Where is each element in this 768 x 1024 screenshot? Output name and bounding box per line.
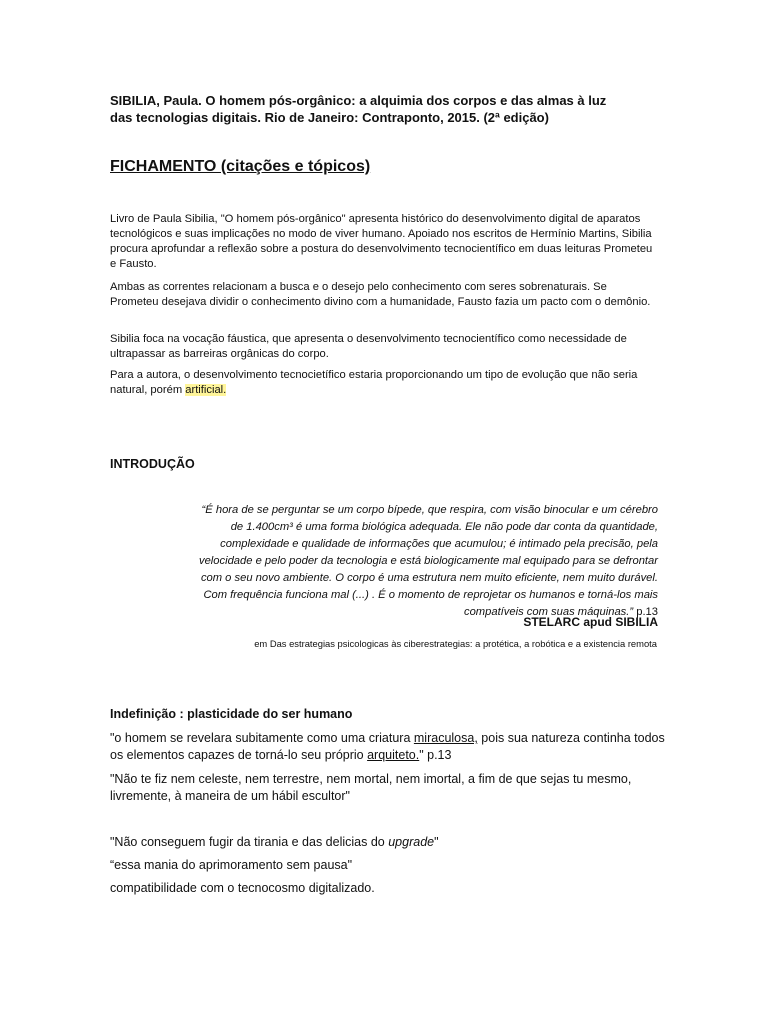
- quote-source: em Das estrategias psicologicas às ciberestrategias: a protética, a robótica e a existencia remota: [254, 638, 657, 649]
- quote-text: “É hora de se perguntar se um corpo bípede, que respira, com visão binocular e um cérebro de 1.400cm³ é uma forma biológica adequada. Ele não pode dar conta da quantidade, complexidade e qualidade de informações que acumulou; é intimado pela precisão, pela velocidade e pelo poder da tecnologia e está biologicamente mal equipado para se defrontar com o seu novo ambiente. O corpo é uma estrutura nem muito eficiente, nem muito durável. Com frequência funciona mal (...) . É o momento de reprojetar os humanos e torná-los mais compatíveis com suas máquinas.”: [198, 504, 658, 618]
- q3-part-a: "Não conseguem fugir da tirania e das delicias do: [110, 835, 389, 849]
- italic-upgrade: upgrade: [388, 835, 435, 849]
- summary-paragraph-4: [110, 368, 656, 398]
- q1-part-b: pois sua natureza continha todos os elementos capazes de torná-lo seu próprio: [110, 731, 665, 762]
- quote-upgrade: [110, 834, 670, 851]
- summary-paragraph-2: Ambas as correntes relacionam a busca e o desejo pelo conhecimento com seres sobrenaturais. Se Prometeu desejava dividir o conhecimento divino com a humanidade, Fausto fazia um pacto com o demônio.: [110, 281, 651, 308]
- summary-paragraph-1: Livro de Paula Sibilia, "O homem pós-orgânico" apresenta histórico do desenvolvimento digital de aparatos tecnológicos e suas implicações no modo de viver humano. Apoiado nos escritos de Hermínio Martins, Sibilia procura aprofundar a reflexão sobre a postura do desenvolvimento tecnocientífico em duas leituras Prometeu e Fausto.: [110, 213, 653, 270]
- quote-aprimoramento: “essa mania do aprimoramento sem pausa": [110, 858, 353, 872]
- underlined-miraculosa: miraculosa,: [413, 731, 478, 745]
- indefinicao-heading: Indefinição : plasticidade do ser humano: [110, 707, 353, 721]
- quote-page: p.13: [633, 606, 658, 618]
- introduction-heading: INTRODUÇÃO: [110, 457, 195, 471]
- fichamento-title: FICHAMENTO (citações e tópicos): [110, 158, 371, 175]
- q3-part-b: ": [434, 835, 439, 849]
- block-quote: [198, 502, 658, 621]
- paragraph-4-text: Para a autora, o desenvolvimento tecnocietífico estaria proporcionando um tipo de evolução que não seria natural, porém: [110, 369, 638, 396]
- quote-miraculosa: [110, 730, 670, 764]
- highlighted-word: artificial.: [185, 384, 227, 396]
- summary-paragraph-3: Sibilia foca na vocação fáustica, que apresenta o desenvolvimento tecnocientífico como necessidade de ultrapassar as barreiras orgânicas do corpo.: [110, 333, 627, 360]
- q1-part-a: "o homem se revelara subitamente como uma criatura: [110, 731, 414, 745]
- bibliographic-reference: SIBILIA, Paula. O homem pós-orgânico: a alquimia dos corpos e das almas à luz das tecnologias digitais. Rio de Janeiro: Contraponto, 2015. (2ª edição): [110, 93, 607, 125]
- note-tecnocosmo: compatibilidade com o tecnocosmo digitalizado.: [110, 881, 375, 895]
- quote-author: STELARC apud SIBILIA: [523, 615, 658, 629]
- quote-escultor: "Não te fiz nem celeste, nem terrestre, nem mortal, nem imortal, a fim de que sejas tu mesmo, livremente, à maneira de um hábil escultor": [110, 772, 632, 803]
- q1-part-c: " p.13: [419, 748, 452, 762]
- underlined-arquiteto: arquiteto.: [367, 748, 420, 762]
